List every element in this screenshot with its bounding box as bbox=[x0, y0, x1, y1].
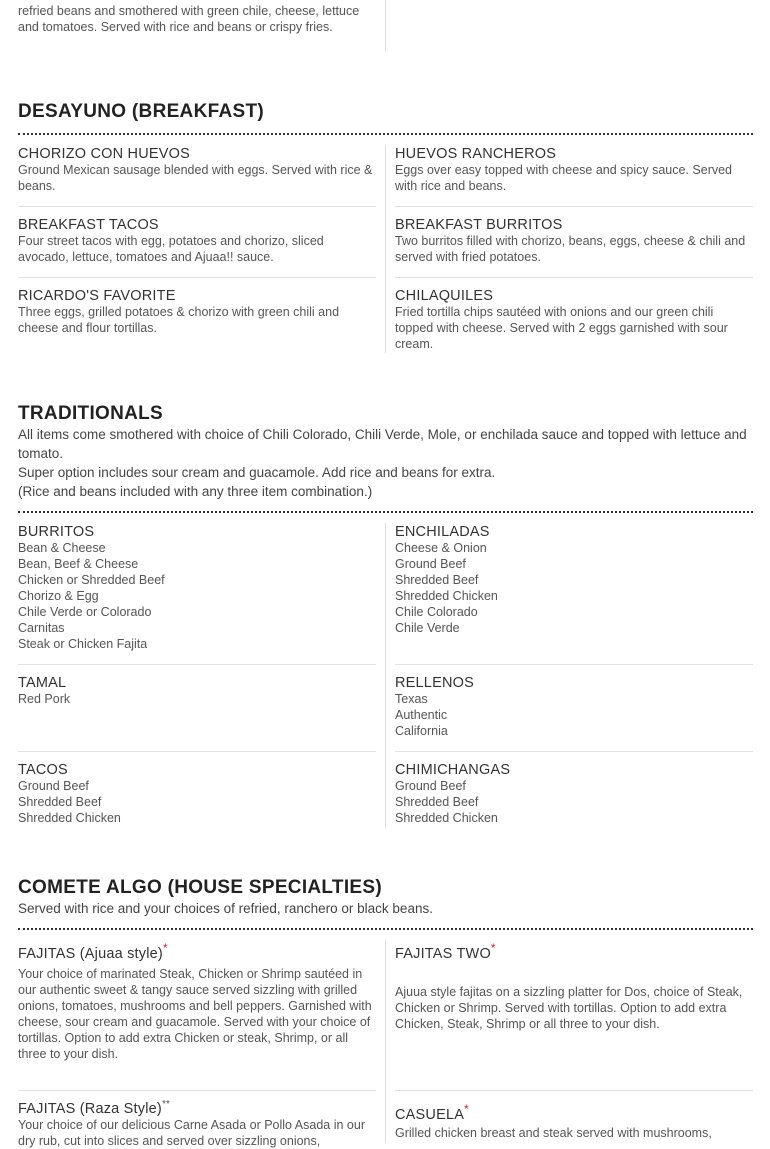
asterisk-mark: * bbox=[162, 941, 168, 956]
menu-item-breakfast-tacos bbox=[18, 217, 376, 265]
item-description: Your choice of marinated Steak, Chicken or Shrimp sautéed in our authentic sweet & tangy sauce served sizzling with grilled onions, tomatoes, mushrooms and bell peppers. Garnished with cheese, sour cream and guacamole. Served with your choice of tortillas. Option to add extra Chicken or steak, Shrimp, or all three to your dish. bbox=[18, 967, 372, 1061]
intro-line: Super option includes sour cream and guacamole. Add rice and beans for extra. bbox=[18, 465, 496, 480]
option-list bbox=[18, 691, 376, 707]
option-item: Steak or Chicken Fajita bbox=[18, 637, 148, 651]
section-title-breakfast: DESAYUNO (BREAKFAST) bbox=[18, 101, 264, 122]
option-item: Shredded Beef bbox=[395, 573, 479, 587]
item-name-row bbox=[395, 941, 753, 962]
option-item: Ground Beef bbox=[18, 779, 89, 793]
item-separator bbox=[395, 277, 753, 278]
item-description: Ajuua style fajitas on a sizzling platter for Dos, choice of Steak, Chicken or Shrimp. Served with tortillas. Option to add extra Chicken, Steak, Shrimp or all three to your dish. bbox=[395, 985, 743, 1031]
option-item: Texas bbox=[395, 692, 428, 706]
option-list bbox=[18, 778, 376, 826]
menu-item-chilaquiles bbox=[395, 288, 753, 352]
item-description: Two burritos filled with chorizo, beans, eggs, cheese & chili and served with fried potatoes. bbox=[395, 234, 746, 264]
menu-item-enchiladas bbox=[395, 524, 753, 636]
item-description: Your choice of our delicious Carne Asada or Pollo Asada in our dry rub, cut into slices and served over sizzling onions, bbox=[18, 1118, 365, 1148]
item-name: ENCHILADAS bbox=[395, 524, 490, 540]
item-name: CHILAQUILES bbox=[395, 288, 494, 304]
item-name: BURRITOS bbox=[18, 524, 95, 540]
option-item: Shredded Chicken bbox=[395, 589, 498, 603]
option-item: Carnitas bbox=[18, 621, 65, 635]
item-name: BREAKFAST TACOS bbox=[18, 217, 159, 233]
section-divider bbox=[18, 928, 753, 930]
item-name: FAJITAS (Raza Style) bbox=[18, 1101, 162, 1117]
item-description: Ground Mexican sausage blended with eggs. Served with rice & beans. bbox=[18, 163, 373, 193]
item-name: CHIMICHANGAS bbox=[395, 762, 511, 778]
option-item: Shredded Beef bbox=[395, 795, 479, 809]
item-separator bbox=[395, 1090, 753, 1091]
item-separator bbox=[18, 277, 376, 278]
menu-item-tamal bbox=[18, 675, 376, 707]
item-separator bbox=[395, 206, 753, 207]
menu-item-burritos bbox=[18, 524, 376, 652]
section-divider bbox=[18, 511, 753, 513]
asterisk-mark: * bbox=[464, 1102, 469, 1117]
item-separator bbox=[395, 751, 753, 752]
item-name: RICARDO'S FAVORITE bbox=[18, 288, 176, 304]
double-asterisk-mark: ** bbox=[161, 1099, 171, 1111]
menu-item-chorizo-con-huevos bbox=[18, 146, 376, 194]
menu-item-tacos bbox=[18, 762, 376, 826]
menu-item-casuela bbox=[395, 1102, 753, 1141]
menu-item-fajitas-two bbox=[395, 941, 753, 1032]
menu-item-ricardos-favorite bbox=[18, 288, 376, 336]
section-divider bbox=[18, 133, 753, 135]
option-list bbox=[395, 778, 753, 826]
option-item: Chile Verde or Colorado bbox=[18, 605, 152, 619]
menu-item-rellenos bbox=[395, 675, 753, 739]
item-description: Fried tortilla chips sautéed with onions and our green chili topped with cheese. Served with 2 eggs garnished with sour cream. bbox=[395, 305, 728, 351]
menu-item-fajitas-raza bbox=[18, 1101, 376, 1149]
item-name: FAJITAS (Ajuaa style) bbox=[18, 946, 163, 962]
section-title-traditionals: TRADITIONALS bbox=[18, 403, 164, 424]
item-name: TAMAL bbox=[18, 675, 67, 691]
item-description: Three eggs, grilled potatoes & chorizo with green chili and cheese and flour tortillas. bbox=[18, 305, 340, 335]
item-name: FAJITAS TWO bbox=[395, 946, 491, 962]
option-item: Chile Colorado bbox=[395, 605, 478, 619]
item-name: RELLENOS bbox=[395, 675, 474, 691]
item-separator bbox=[18, 206, 376, 207]
option-item: Chicken or Shredded Beef bbox=[18, 573, 165, 587]
option-item: Authentic bbox=[395, 708, 448, 722]
option-item: Red Pork bbox=[18, 692, 71, 706]
item-description: Grilled chicken breast and steak served with mushrooms, bbox=[395, 1126, 712, 1140]
option-item: Bean, Beef & Cheese bbox=[18, 557, 139, 571]
column-divider bbox=[385, 940, 386, 1143]
item-description: refried beans and smothered with green chile, cheese, lettuce and tomatoes. Served with rice and beans or crispy fries. bbox=[18, 4, 360, 34]
item-separator bbox=[395, 664, 753, 665]
option-item: Ground Beef bbox=[395, 557, 466, 571]
item-description: Eggs over easy topped with cheese and spicy sauce. Served with rice and beans. bbox=[395, 163, 733, 193]
menu-item-huevos-rancheros bbox=[395, 146, 753, 194]
section-intro bbox=[18, 425, 753, 501]
option-item: Shredded Beef bbox=[18, 795, 102, 809]
menu-item-fajitas-ajuaa bbox=[18, 941, 376, 1062]
menu-item-breakfast-burritos bbox=[395, 217, 753, 265]
item-name: TACOS bbox=[18, 762, 68, 778]
option-item: Chorizo & Egg bbox=[18, 589, 99, 603]
section-title-house-specialties: COMETE ALGO (HOUSE SPECIALTIES) bbox=[18, 877, 382, 898]
option-item: Chile Verde bbox=[395, 621, 460, 635]
section-intro: Served with rice and your choices of refried, ranchero or black beans. bbox=[18, 901, 433, 916]
menu-item-chimichangas bbox=[395, 762, 753, 826]
column-divider bbox=[385, 523, 386, 828]
item-name-row bbox=[18, 941, 376, 962]
option-item: Bean & Cheese bbox=[18, 541, 106, 555]
column-divider bbox=[385, 0, 386, 51]
option-list bbox=[395, 540, 753, 636]
option-item: Ground Beef bbox=[395, 779, 466, 793]
item-name: HUEVOS RANCHEROS bbox=[395, 146, 557, 162]
item-separator bbox=[18, 751, 376, 752]
option-list bbox=[395, 691, 753, 739]
option-item: Cheese & Onion bbox=[395, 541, 487, 555]
item-name: CASUELA bbox=[395, 1107, 465, 1123]
item-name-row bbox=[18, 1101, 376, 1117]
item-name: BREAKFAST BURRITOS bbox=[395, 217, 563, 233]
option-item: Shredded Chicken bbox=[395, 811, 498, 825]
intro-line: All items come smothered with choice of Chili Colorado, Chili Verde, Mole, or enchilada sauce and topped with lettuce and tomato. bbox=[18, 427, 747, 461]
item-name-row bbox=[395, 1102, 753, 1123]
asterisk-mark: * bbox=[490, 941, 496, 956]
intro-line: (Rice and beans included with any three item combination.) bbox=[18, 484, 373, 499]
item-description: Four street tacos with egg, potatoes and chorizo, sliced avocado, lettuce, tomatoes and Ajuaa!! sauce. bbox=[18, 234, 324, 264]
column-divider bbox=[385, 145, 386, 353]
option-item: California bbox=[395, 724, 448, 738]
item-separator bbox=[18, 1090, 376, 1091]
option-item: Shredded Chicken bbox=[18, 811, 121, 825]
option-list bbox=[18, 540, 376, 652]
item-separator bbox=[18, 664, 376, 665]
item-name: CHORIZO CON HUEVOS bbox=[18, 146, 190, 162]
